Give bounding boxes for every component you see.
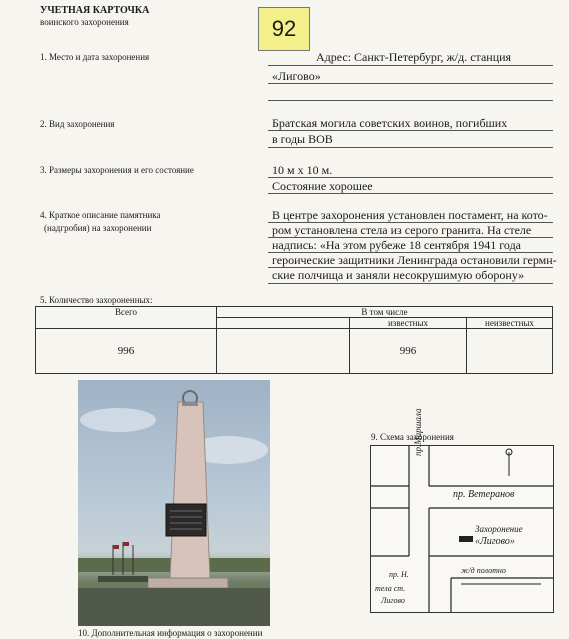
count-header-including: В том числе (217, 307, 553, 318)
count-empty-value (217, 329, 350, 374)
size-value-1: 10 м х 10 м. (272, 163, 333, 177)
scheme-street-2: пр. Ветеранов (453, 489, 515, 500)
desc-label-2: (надгробия) на захоронении (44, 223, 152, 233)
scheme-bottom-1: пр. Н. (389, 570, 409, 579)
desc-value-5: ские полчища и заняли несокрушимую оборону» (272, 268, 525, 282)
count-total-value: 996 (36, 329, 217, 374)
type-value-1: Братская могила советских воинов, погибших (272, 116, 508, 130)
size-label: 3. Размеры захоронения и его состояние (40, 165, 194, 175)
place-value-1: Адрес: Санкт-Петербург, ж/д. станция (316, 50, 512, 64)
count-header-total: Всего (36, 307, 217, 329)
count-label: 5. Количество захороненных: (40, 295, 153, 305)
memorial-photo-drawing (78, 380, 270, 626)
type-label: 2. Вид захоронения (40, 119, 115, 129)
place-value-2: «Лигово» (272, 69, 321, 83)
count-known-value: 996 (350, 329, 467, 374)
desc-value-1: В центре захоронения установлен постамент, на кото- (272, 208, 548, 222)
scheme-burial-name: «Лигово» (475, 536, 515, 547)
scheme-street-1: пр.Маршала (413, 408, 423, 456)
count-table (35, 306, 553, 374)
size-value-2: Состояние хорошее (272, 179, 373, 193)
card-number: 92 (258, 7, 310, 51)
card-title: УЧЕТНАЯ КАРТОЧКА (40, 5, 150, 16)
count-header-known: известных (350, 318, 467, 329)
info-label: 10. Дополнительная информация о захоронении (78, 628, 263, 638)
count-header-unknown: неизвестных (467, 318, 553, 329)
scheme-burial-label: Захоронение (475, 524, 523, 534)
scheme-railway: ж/д полотно (461, 566, 506, 575)
desc-value-4: героические защитники Ленинграда остановили гермн- (272, 253, 557, 267)
memorial-photo (78, 380, 270, 626)
desc-value-2: ром установлена стела из серого гранита. На стеле (272, 223, 532, 237)
place-label: 1. Место и дата захоронения (40, 52, 150, 62)
count-unknown-value (467, 329, 553, 374)
scheme-label: 9. Схема захоронения (371, 432, 454, 442)
desc-label-1: 4. Краткое описание памятника (40, 210, 161, 220)
count-header-empty (217, 318, 350, 329)
scheme-bottom-3: Лигово (381, 596, 405, 605)
desc-value-3: надпись: «На этом рубеже 18 сентября 1941 года (272, 238, 521, 252)
card-subtitle: воинского захоронения (40, 17, 129, 27)
scheme-bottom-2: тела ст. (375, 584, 406, 593)
type-value-2: в годы ВОВ (272, 132, 333, 146)
